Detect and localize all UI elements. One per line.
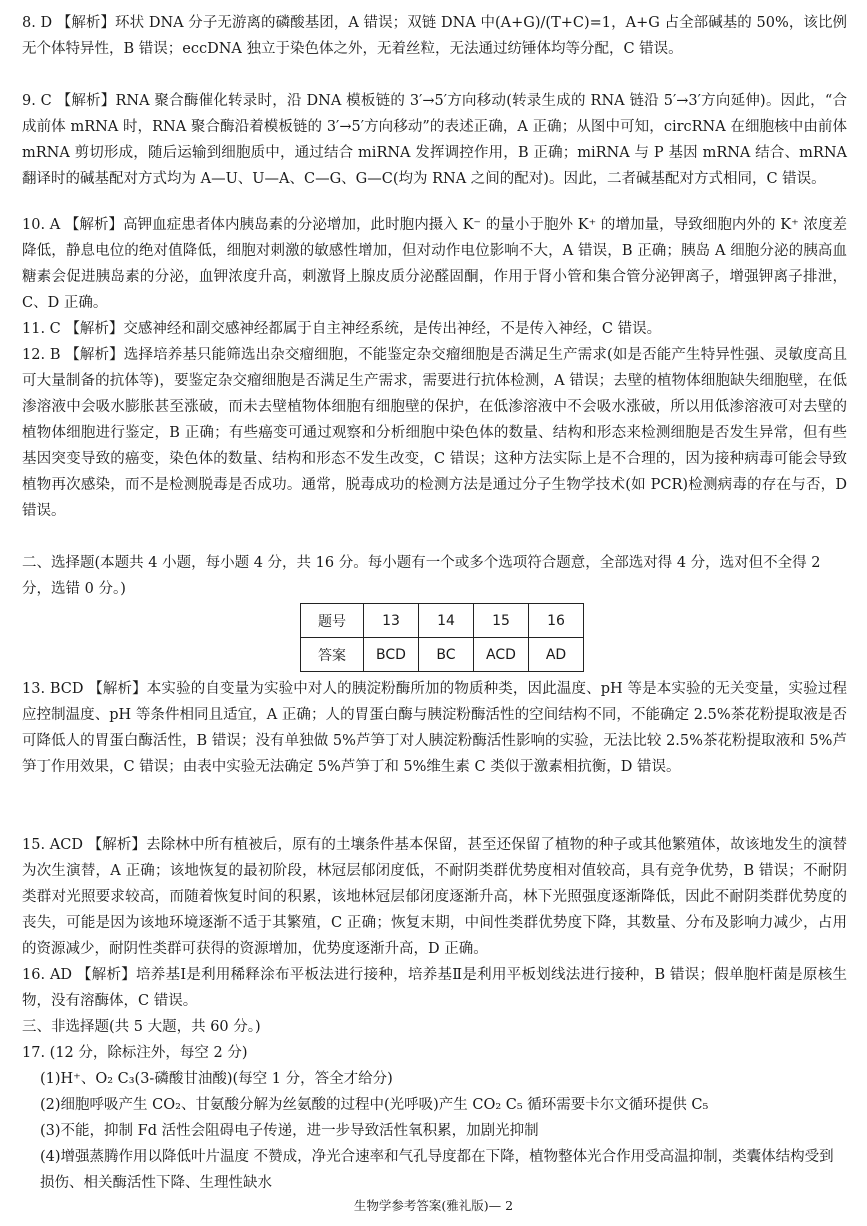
table-row	[301, 604, 584, 638]
table-cell: 15	[474, 604, 529, 638]
answer-q12: 12. B 【解析】选择培养基只能筛选出杂交瘤细胞，不能鉴定杂交瘤细胞是否满足生产需求(如是否能产生特异性强、灵敏度高且可大量制备的抗体等)，要鉴定杂交瘤细胞是否满足生产需求，需要进行抗体检测，A 错误；去壁的植物体细胞缺失细胞壁，在低渗溶液中会吸水膨胀甚至涨破，而未去壁植物体细胞有细胞壁的保护，在低渗溶液中不会吸水涨破，所以用低渗溶液可对去壁的植物体细胞进行鉴定，B 正确；有些癌变可通过观察和分析细胞中染色体的数量、结构和形态来检测细胞是否发生异常，但有些基因突变导致的癌变，染色体的数量、结构和形态不发生改变，C 错误；这种方法实际上是不合理的，因为接种病毒可能会导致植物再次感染，而不是检测脱毒是否成功。通常，脱毒成功的检测方法是通过分子生物学技术(如 PCR)检测病毒的存在与否，D 错误。	[22, 347, 847, 519]
answer-q17-part3: (3)不能，抑制 Fd 活性会阻碍电子传递，进一步导致活性氧积累，加剧光抑制	[40, 1123, 539, 1139]
table-row	[301, 638, 584, 672]
answer-q16: 16. AD 【解析】培养基Ⅰ是利用稀释涂布平板法进行接种，培养基Ⅱ是利用平板划线法进行接种，B 错误；假单胞杆菌是原核生物，没有溶酶体，C 错误。	[22, 967, 847, 1009]
answer-q17-heading: 17. (12 分，除标注外，每空 2 分)	[22, 1045, 248, 1061]
answer-q9: 9. C 【解析】RNA 聚合酶催化转录时，沿 DNA 模板链的 3′→5′方向移动(转录生成的 RNA 链沿 5′→3′方向延伸)。因此，“合成前体 mRNA 时，RNA 聚合酶沿着模板链的 3′→5′方向移动”的表述正确，A 正确；从图中可知，circRNA 在细胞核中由前体 mRNA 剪切形成，随后运输到细胞质中，通过结合 miRNA 发挥调控作用，B 正确；miRNA 与 P 基因 mRNA 结合、mRNA 翻译时的碱基配对方式均为 A—U、U—A、C—G、G—C(均为 RNA 之间的配对)。因此，二者碱基配对方式相同，C 错误。	[22, 93, 847, 187]
table-cell: AD	[529, 638, 584, 672]
section-3-heading: 三、非选择题(共 5 大题，共 60 分。)	[22, 1019, 261, 1035]
answer-q17-part1: (1)H⁺、O₂ C₃(3-磷酸甘油酸)(每空 1 分，答全才给分)	[40, 1071, 393, 1087]
table-cell: BC	[419, 638, 474, 672]
answer-q13: 13. BCD 【解析】本实验的自变量为实验中对人的胰淀粉酶所加的物质种类，因此温度、pH 等是本实验的无关变量，实验过程应控制温度、pH 等条件相同且适宜，A 正确；人的胃蛋白酶与胰淀粉酶活性的空间结构不同，不能确定 2.5%茶花粉提取液是否可降低人的胃蛋白酶活性，B 错误；没有单独做 5%芦笋丁对人胰淀粉酶活性影响的实验，无法比较 2.5%茶花粉提取液和 5%芦笋丁作用效果，C 错误；由表中实验无法确定 5%芦笋丁和 5%维生素 C 类似于激素相抗衡，D 错误。	[22, 681, 847, 775]
answer-q17-part4: (4)增强蒸腾作用以降低叶片温度 不赞成，净光合速率和气孔导度都在下降，植物整体光合作用受高温抑制，类囊体结构受到损伤、相关酶活性下降、生理性缺水	[40, 1149, 834, 1191]
answer-q17-part2: (2)细胞呼吸产生 CO₂、甘氨酸分解为丝氨酸的过程中(光呼吸)产生 CO₂ C₅ 循环需要卡尔文循环提供 C₅	[40, 1097, 709, 1113]
table-cell: 14	[419, 604, 474, 638]
page-footer: 生物学参考答案(雅礼版)— 2	[353, 1198, 514, 1213]
table-cell: BCD	[364, 638, 419, 672]
answer-q11: 11. C 【解析】交感神经和副交感神经都属于自主神经系统，是传出神经，不是传入神经，C 错误。	[22, 321, 662, 337]
answer-table	[300, 603, 584, 672]
table-cell: 13	[364, 604, 419, 638]
table-header-number: 题号	[301, 604, 364, 638]
table-cell: ACD	[474, 638, 529, 672]
table-header-answer: 答案	[301, 638, 364, 672]
answer-q15: 15. ACD 【解析】去除林中所有植被后，原有的土壤条件基本保留，甚至还保留了植物的种子或其他繁殖体，故该地发生的演替为次生演替，A 正确；该地恢复的最初阶段，林冠层郁闭度低，不耐阴类群优势度相对值较高，具有竞争优势，B 错误；不耐阴类群对光照要求较高，而随着恢复时间的积累，该地林冠层郁闭度逐渐升高，林下光照强度逐渐降低，因此不耐阴类群优势度的丧失，可能是因为该地环境逐渐不适于其繁殖，C 正确；恢复末期，中间性类群优势度下降，其数量、分布及影响力减少，占用的资源减少，耐阴性类群可获得的资源增加，优势度逐渐升高，D 正确。	[22, 837, 847, 957]
answer-q8: 8. D 【解析】环状 DNA 分子无游离的磷酸基团，A 错误；双链 DNA 中(A+G)/(T+C)=1，A+G 占全部碱基的 50%，该比例无个体特异性，B 错误；eccDNA 独立于染色体之外，无着丝粒，无法通过纺锤体均等分配，C 错误。	[22, 15, 847, 57]
table-cell: 16	[529, 604, 584, 638]
section-2-heading: 二、选择题(本题共 4 小题，每小题 4 分，共 16 分。每小题有一个或多个选项符合题意，全部选对得 4 分，选对但不全得 2 分，选错 0 分。)	[22, 555, 821, 597]
answer-q10: 10. A 【解析】高钾血症患者体内胰岛素的分泌增加，此时胞内摄入 K⁻ 的量小于胞外 K⁺ 的增加量，导致细胞内外的 K⁺ 浓度差降低，静息电位的绝对值降低，细胞对刺激的敏感性增加，但对动作电位影响不大，A 错误，B 正确；胰岛 A 细胞分泌的胰高血糖素会促进胰岛素的分泌，血钾浓度升高，刺激肾上腺皮质分泌醛固酮，作用于肾小管和集合管分泌钾离子，增强钾离子排泄，C、D 正确。	[22, 217, 847, 311]
